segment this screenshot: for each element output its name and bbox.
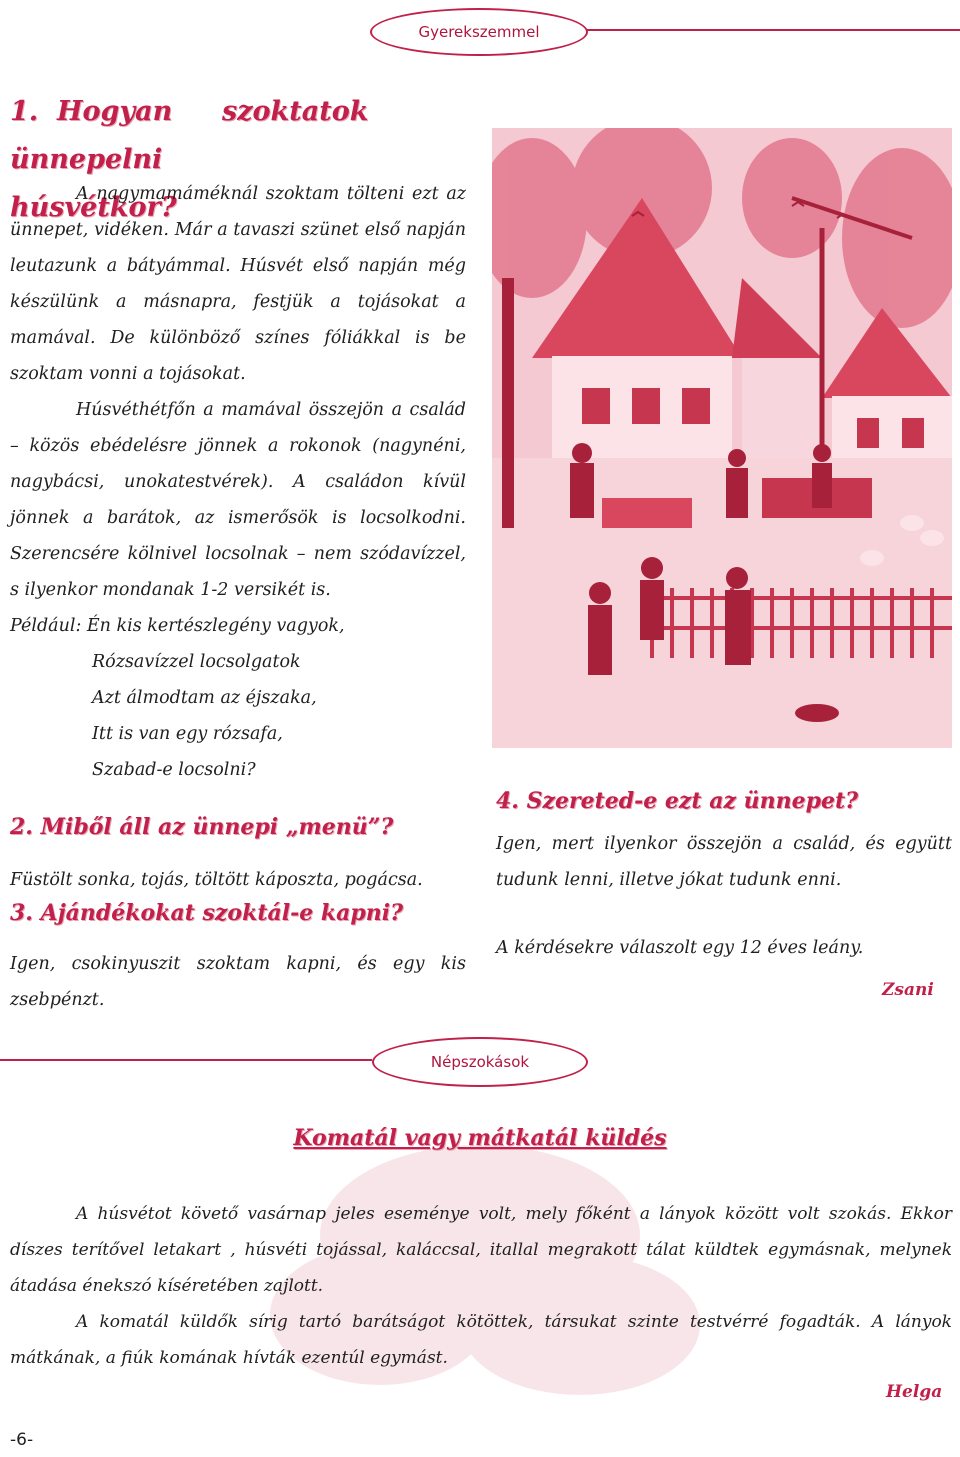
q1-answer-paragraph-2: Húsvéthétfőn a mamával összejön a család – közös ebédelésre jönnek a rokonok (nagynéni, nagybácsi, unokatestvérek). A családon kívül jönnek a barátok, az ismerősök is locsolkodni. Szerencsére kölnivel locsolnak – nem szódavízzel, s ilyenkor mondanak 1-2 versikét is. bbox=[10, 400, 466, 600]
respondent-note: A kérdésekre válaszolt egy 12 éves leány. bbox=[496, 938, 864, 958]
question-4-answer: Igen, mert ilyenkor összejön a család, és együtt tudunk lenni, illetve jókat tudunk enni. bbox=[496, 834, 952, 890]
section-badge-nepszokasok: Népszokások bbox=[372, 1037, 588, 1087]
verse-line-2: Azt álmodtam az éjszaka, bbox=[92, 688, 317, 708]
section-rule-left bbox=[0, 1059, 372, 1061]
section-badge-gyerekszemmel: Gyerekszemmel bbox=[370, 8, 588, 56]
question-4-title: 4. Szereted-e ezt az ünnepet? bbox=[496, 788, 859, 814]
article-paragraph-1: A húsvétot követő vasárnap jeles eseménye volt, mely főként a lányok között volt szokás. Ekkor díszes terítővel letakart , húsvéti tojással, kaláccsal, itallal megrakott tálat küldtek egymásnak, melynek átadása énekszó kíséretében zajlott. bbox=[10, 1204, 952, 1296]
verse-line-1: Rózsavízzel locsolgatok bbox=[92, 652, 301, 672]
signature-zsani: Zsani bbox=[882, 980, 934, 1000]
q1-answer-paragraph-1: A nagymamáméknál szoktam tölteni ezt az ünnepet, vidéken. Már a tavaszi szünet első napján leutazunk a bátyámmal. Húsvét első napján még készülünk a másnapra, festjük a tojásokat a mamával. De különböző színes fóliákkal is be szoktam vonni a tojásokat. bbox=[10, 184, 466, 384]
verse-line-3: Itt is van egy rózsafa, bbox=[92, 724, 283, 744]
article-paragraph-2: A komatál küldők sírig tartó barátságot kötöttek, társukat szinte testvérré fogadták. A lányok mátkának, a fiúk komának hívták ezentúl egymást. bbox=[10, 1312, 952, 1368]
question-1-title: 1. Hogyan szoktatokünnepelni húsvétkor? bbox=[10, 96, 369, 223]
signature-helga: Helga bbox=[886, 1382, 943, 1402]
verse-intro: Például: Én kis kertészlegény vagyok, bbox=[10, 616, 345, 636]
question-3-answer: Igen, csokinyuszit szoktam kapni, és egy kis zsebpénzt. bbox=[10, 954, 466, 1010]
easter-village-illustration bbox=[492, 128, 952, 748]
verse-line-4: Szabad-e locsolni? bbox=[92, 760, 256, 780]
article-title: Komatál vagy mátkatál küldés bbox=[293, 1125, 667, 1151]
question-3-title: 3. Ajándékokat szoktál-e kapni? bbox=[10, 900, 404, 926]
question-2-title: 2. Miből áll az ünnepi „menü”? bbox=[10, 814, 394, 840]
header-rule bbox=[584, 29, 960, 31]
question-2-answer: Füstölt sonka, tojás, töltött káposzta, pogácsa. bbox=[10, 870, 423, 890]
page-number: -6- bbox=[10, 1430, 34, 1450]
